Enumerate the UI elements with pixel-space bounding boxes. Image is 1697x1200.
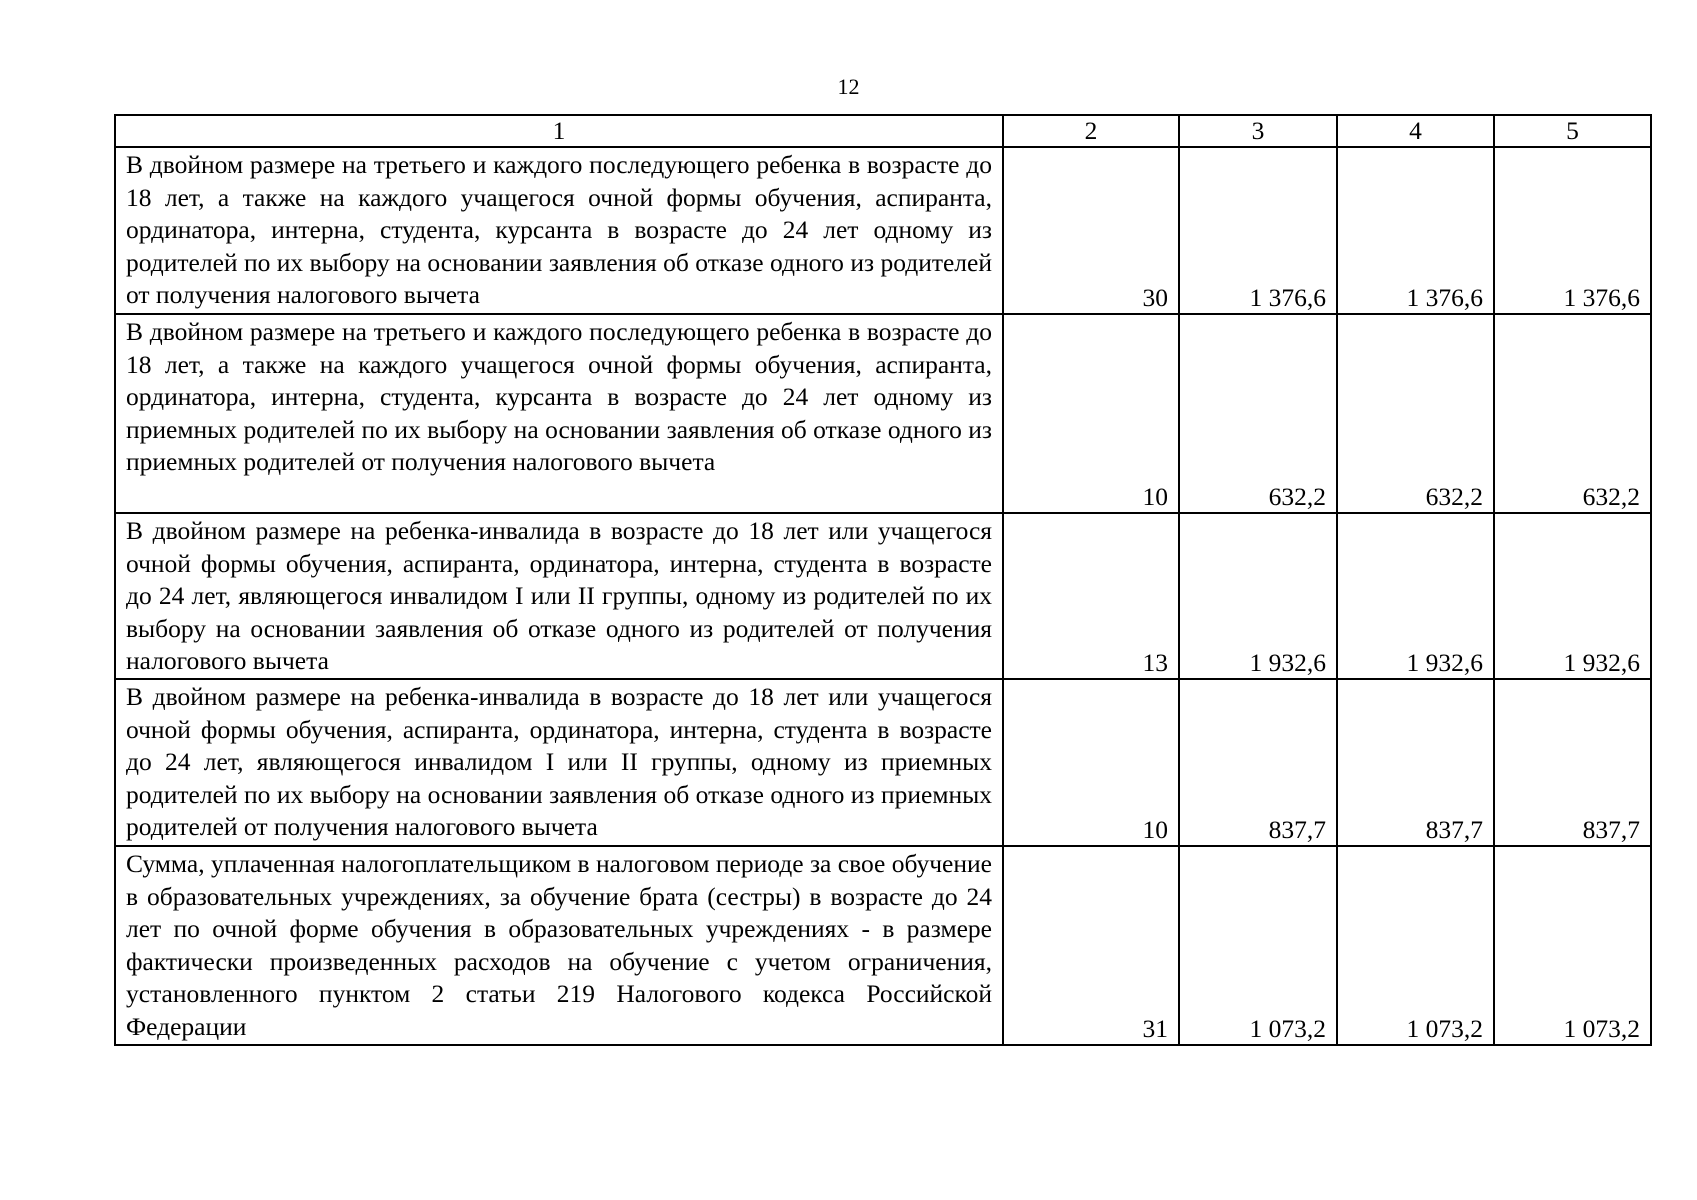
row-value-col5: 632,2 [1494,314,1651,513]
row-value-col4: 1 376,6 [1337,147,1494,314]
row-value-col3: 632,2 [1179,314,1337,513]
row-description: В двойном размере на ребенка-инвалида в возрасте до 18 лет или учащегося очной формы обучения, аспиранта, ординатора, интерна, студента в возрасте до 24 лет, являющегося инвалидом I или II группы, одному из родителей по их выбору на основании заявления об отказе одного из родителей от получения налогового вычета [115,513,1003,679]
row-value-col4: 1 073,2 [1337,846,1494,1045]
row-value-col2: 30 [1003,147,1179,314]
row-value-col5: 1 073,2 [1494,846,1651,1045]
table-row [115,314,1651,513]
row-value-col2: 10 [1003,314,1179,513]
column-header-4: 4 [1337,115,1494,147]
row-value-col2: 10 [1003,679,1179,846]
row-value-col5: 1 932,6 [1494,513,1651,679]
row-value-col2: 13 [1003,513,1179,679]
column-header-2: 2 [1003,115,1179,147]
row-value-col4: 1 932,6 [1337,513,1494,679]
row-value-col3: 837,7 [1179,679,1337,846]
row-description: В двойном размере на ребенка-инвалида в возрасте до 18 лет или учащегося очной формы обучения, аспиранта, ординатора, интерна, студента в возрасте до 24 лет, являющегося инвалидом I или II группы, одному из приемных родителей по их выбору на основании заявления об отказе одного из приемных родителей от получения налогового вычета [115,679,1003,846]
column-header-3: 3 [1179,115,1337,147]
header-row [115,115,1651,147]
table-row [115,147,1651,314]
row-value-col5: 837,7 [1494,679,1651,846]
data-table [114,114,1652,1046]
row-value-col3: 1 932,6 [1179,513,1337,679]
row-description: В двойном размере на третьего и каждого последующего ребенка в возрасте до 18 лет, а также на каждого учащегося очной формы обучения, аспиранта, ординатора, интерна, студента, курсанта в возрасте до 24 лет одному из приемных родителей по их выбору на основании заявления об отказе одного из приемных родителей от получения налогового вычета [115,314,1003,513]
row-value-col3: 1 073,2 [1179,846,1337,1045]
table-row [115,846,1651,1045]
page-number: 12 [837,74,860,99]
table-row [115,679,1651,846]
row-value-col3: 1 376,6 [1179,147,1337,314]
row-value-col4: 837,7 [1337,679,1494,846]
table-row [115,513,1651,679]
column-header-1: 1 [115,115,1003,147]
row-value-col5: 1 376,6 [1494,147,1651,314]
row-value-col2: 31 [1003,846,1179,1045]
row-description: В двойном размере на третьего и каждого последующего ребенка в возрасте до 18 лет, а также на каждого учащегося очной формы обучения, аспиранта, ординатора, интерна, студента, курсанта в возрасте до 24 лет одному из родителей по их выбору на основании заявления об отказе одного из родителей от получения налогового вычета [115,147,1003,314]
column-header-5: 5 [1494,115,1651,147]
row-value-col4: 632,2 [1337,314,1494,513]
row-description: Сумма, уплаченная налогоплательщиком в налоговом периоде за свое обучение в образовательных учреждениях, за обучение брата (сестры) в возрасте до 24 лет по очной форме обучения в образовательных учреждениях - в размере фактически произведенных расходов на обучение с учетом ограничения, установленного пунктом 2 статьи 219 Налогового кодекса Российской Федерации [115,846,1003,1045]
